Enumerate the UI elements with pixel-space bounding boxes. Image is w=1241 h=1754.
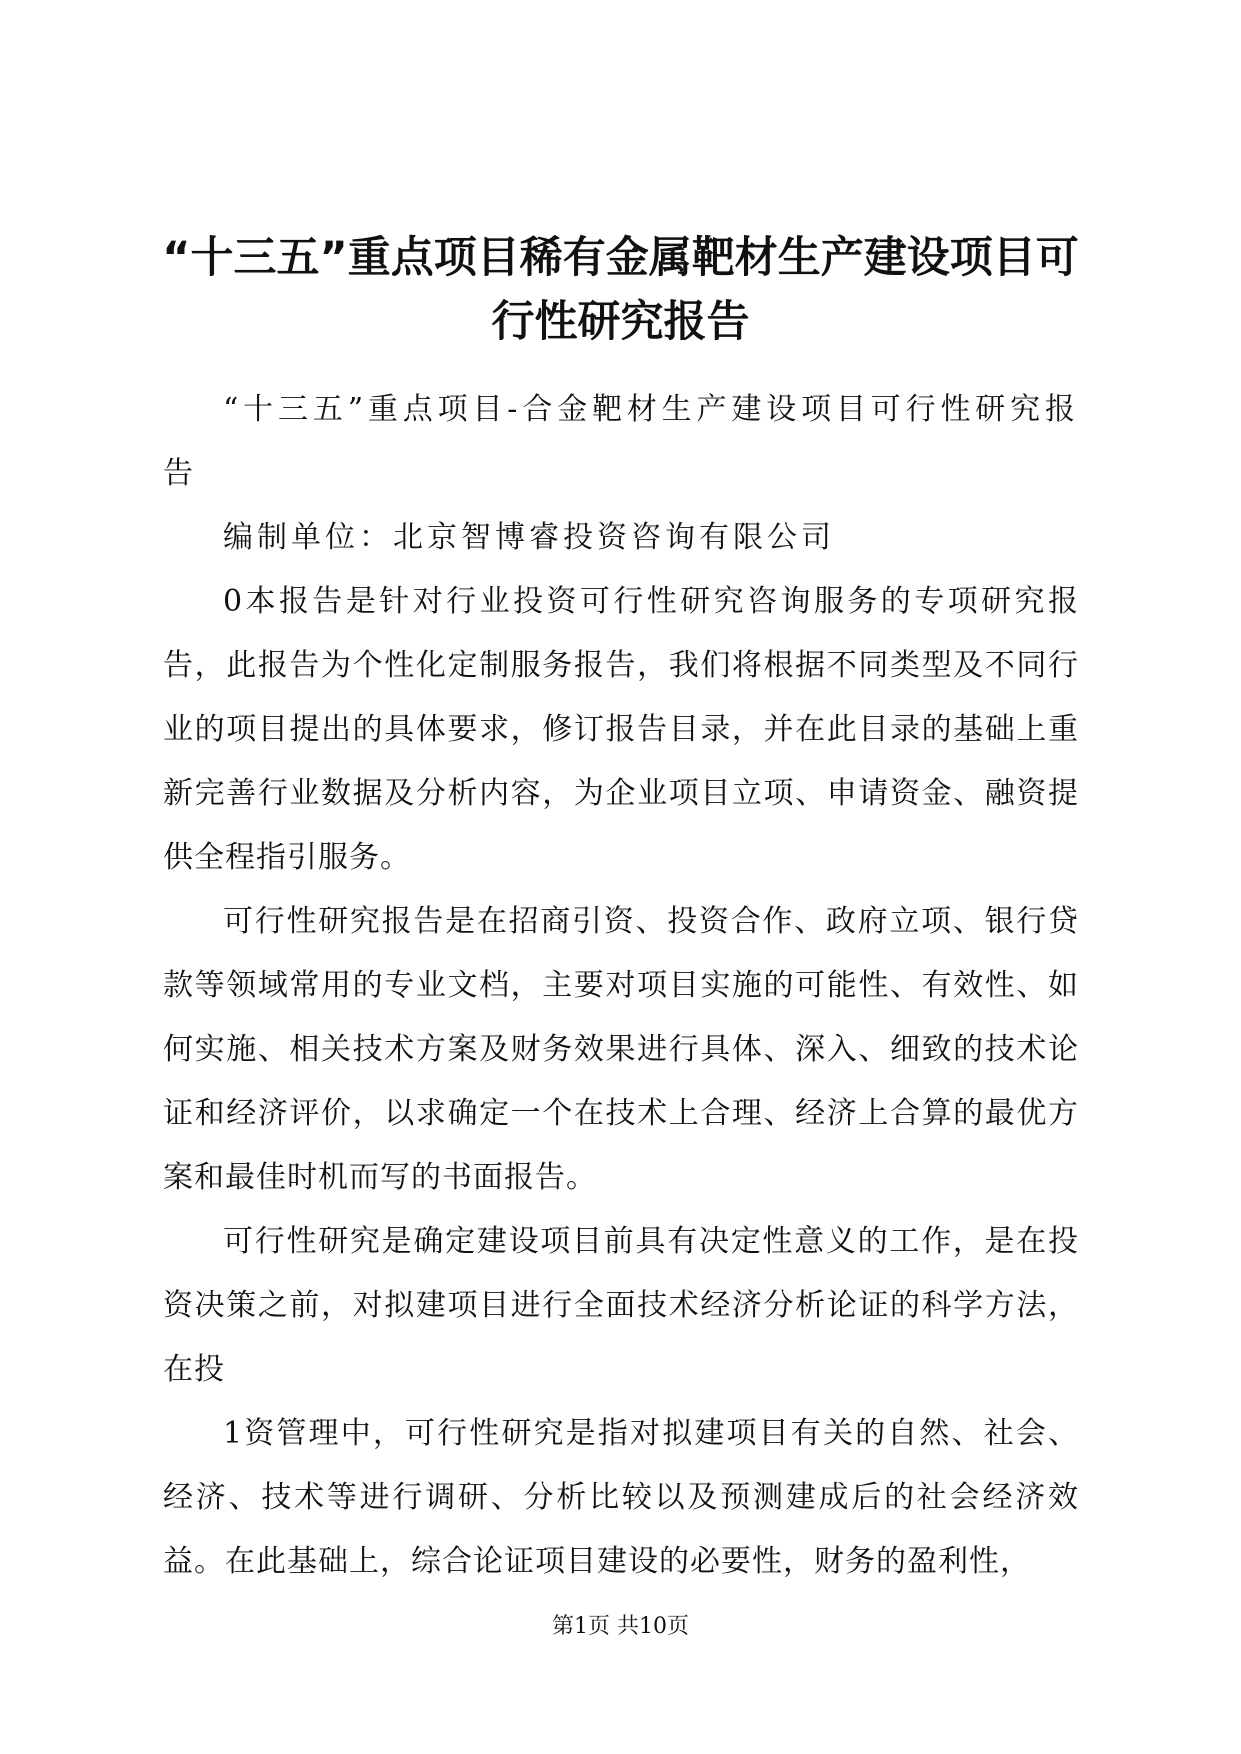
document-title: “十三五”重点项目稀有金属靶材生产建设项目可行性研究报告 xyxy=(162,233,1079,347)
paragraph-report-definition: 可行性研究报告是在招商引资、投资合作、政府立项、银行贷款等领域常用的专业文档，主要对项目实施的可能性、有效性、如何实施、相关技术方案及财务效果进行具体、深入、细致的技术论证和经济评价，以求确定一个在技术上合理、经济上合算的最优方案和最佳时机而写的书面报告。 xyxy=(163,904,1079,1195)
paragraph-intro: 0本报告是针对行业投资可行性研究咨询服务的专项研究报告，此报告为个性化定制服务报告，我们将根据不同类型及不同行业的项目提出的具体要求，修订报告目录，并在此目录的基础上重新完善行业数据及分析内容，为企业项目立项、申请资金、融资提供全程指引服务。 xyxy=(163,584,1079,875)
page-number-footer: 第1页 共10页 xyxy=(552,1614,689,1639)
paragraph-subtitle: “十三五”重点项目-合金靶材生产建设项目可行性研究报告 xyxy=(163,392,1079,491)
paragraph-management: 1资管理中，可行性研究是指对拟建项目有关的自然、社会、经济、技术等进行调研、分析比较以及预测建成后的社会经济效益。在此基础上，综合论证项目建设的必要性，财务的盈利性， xyxy=(163,1416,1079,1579)
paragraph-study-importance: 可行性研究是确定建设项目前具有决定性意义的工作，是在投资决策之前，对拟建项目进行全面技术经济分析论证的科学方法，在投 xyxy=(163,1224,1079,1387)
document-body xyxy=(163,378,1079,1594)
paragraph-compiler: 编制单位：北京智博睿投资咨询有限公司 xyxy=(223,520,835,555)
